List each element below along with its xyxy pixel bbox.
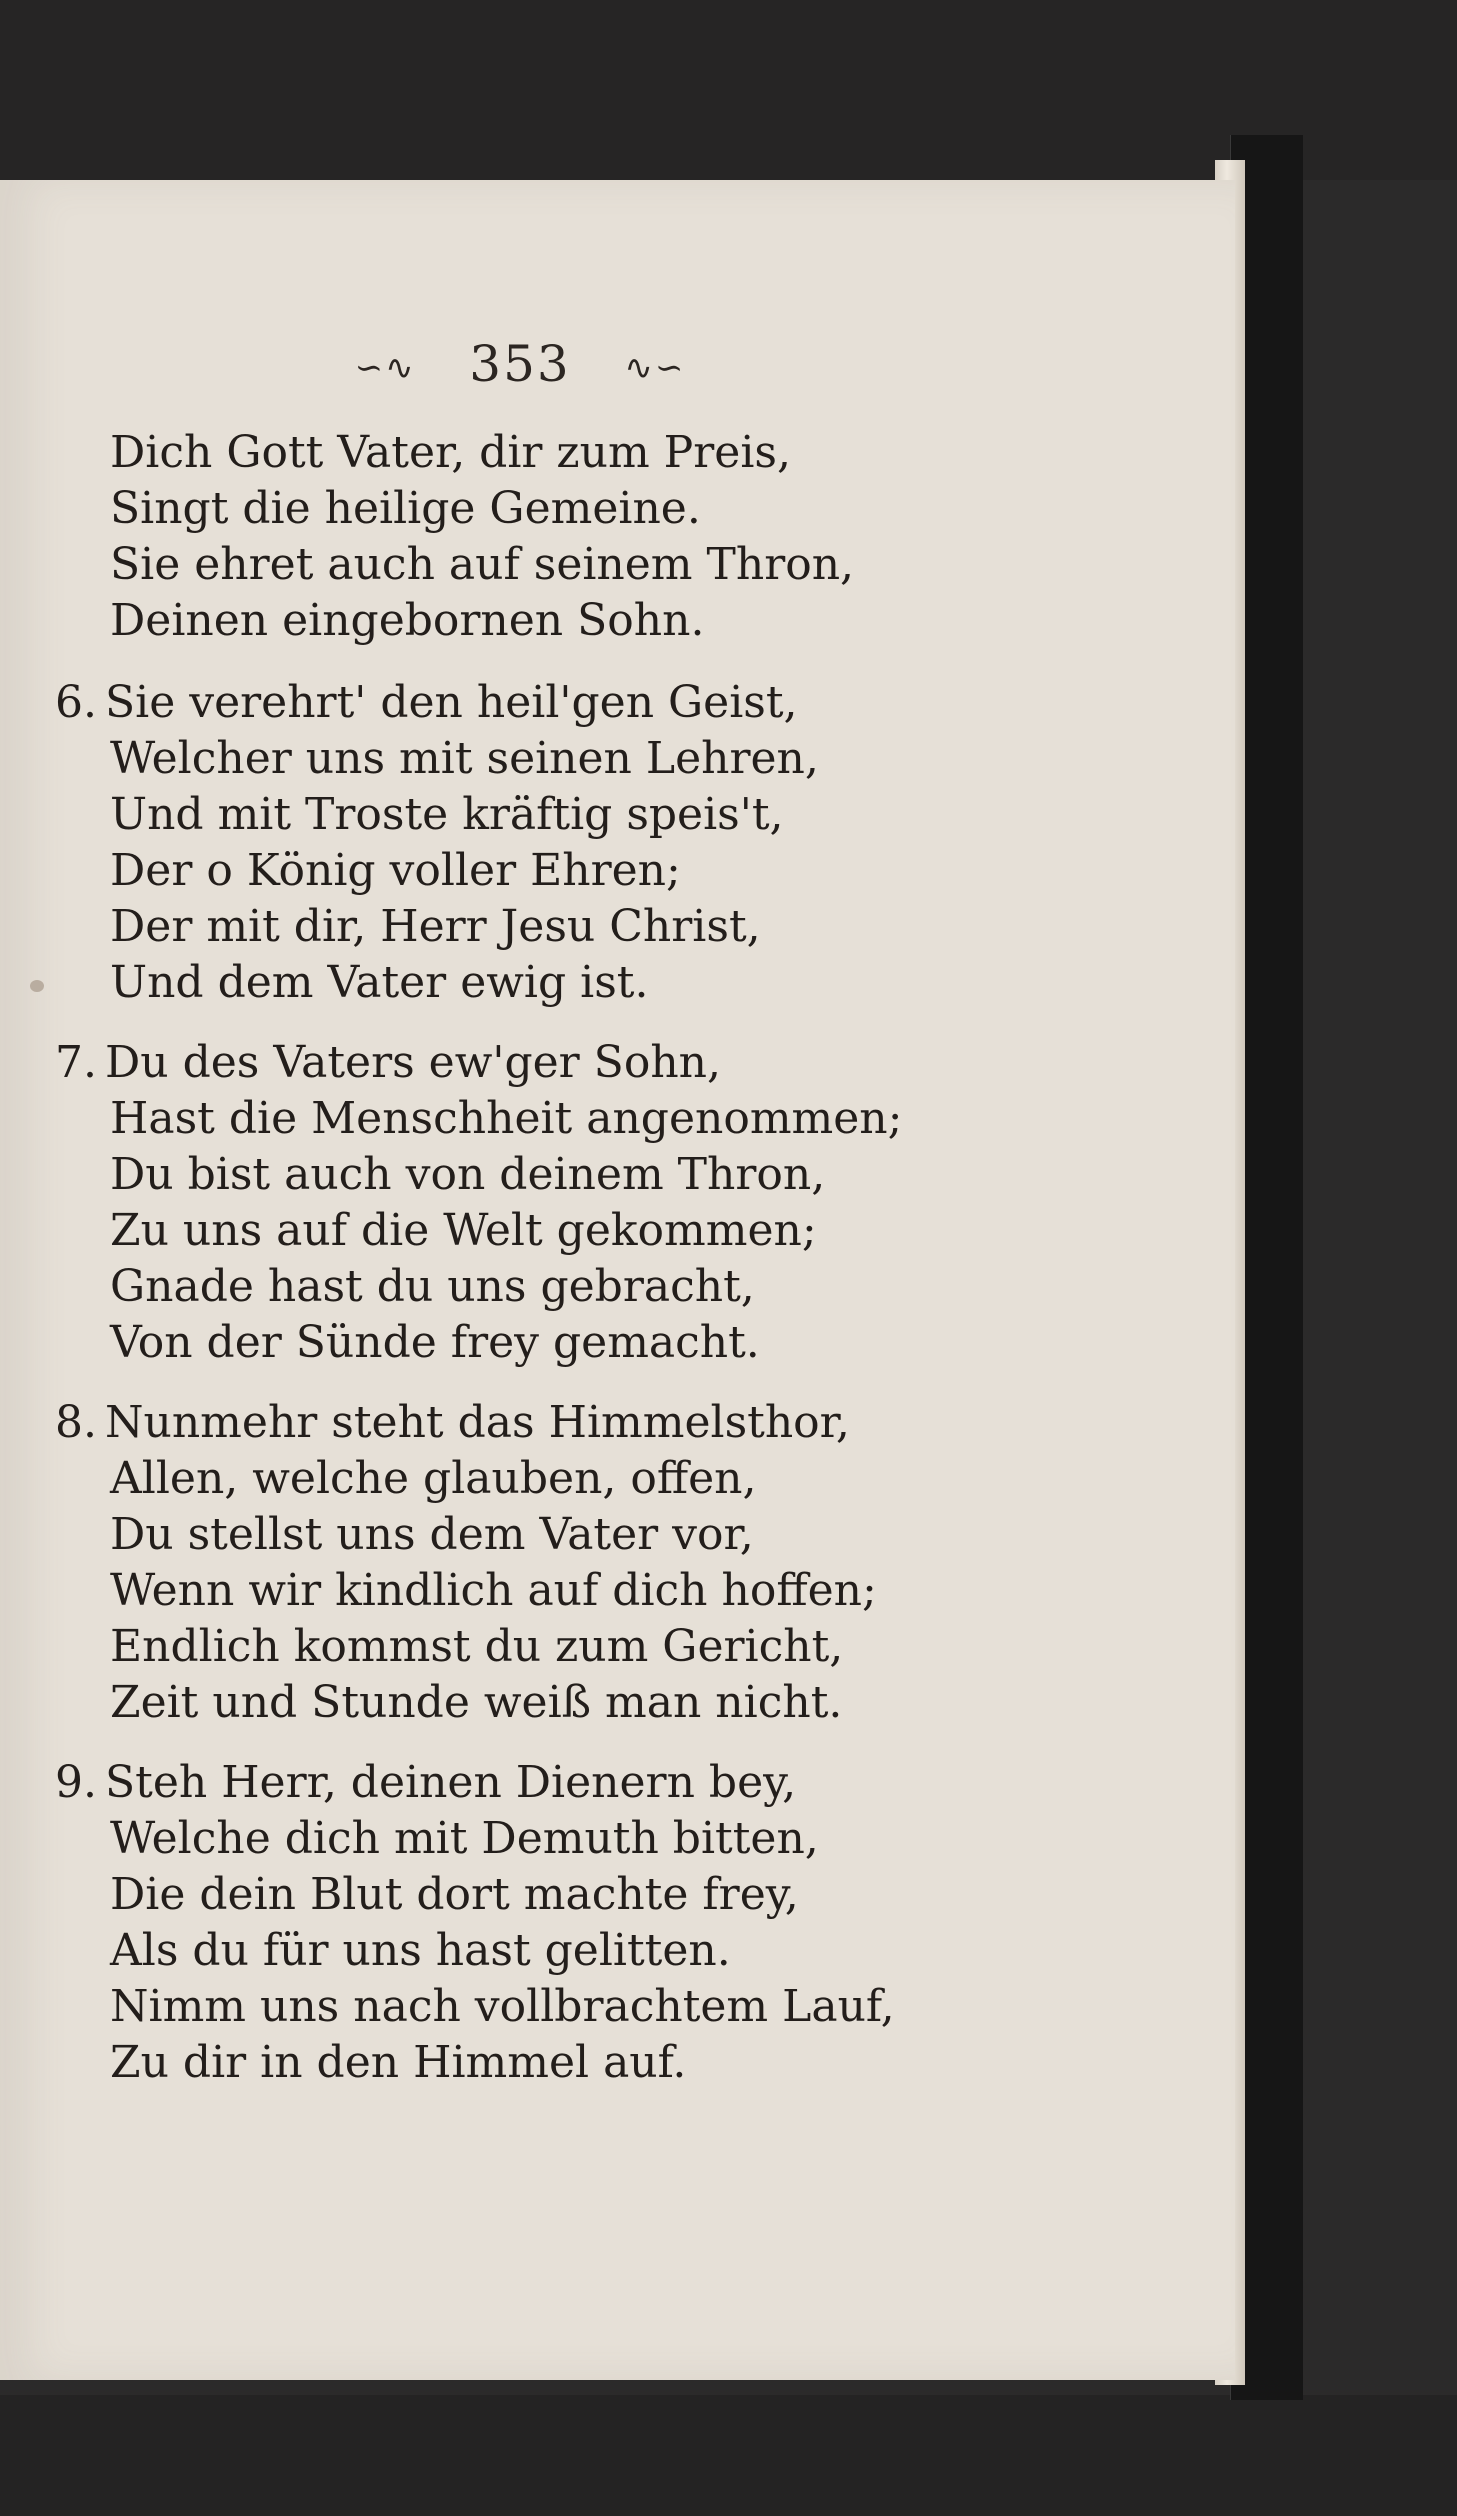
verse-line: Und mit Troste kräftig speis't, xyxy=(110,789,784,840)
verse-line: Hast die Menschheit angenommen; xyxy=(110,1093,903,1144)
verse-line: Steh Herr, deinen Dienern bey, xyxy=(105,1757,797,1808)
ornament-left: ∽∿ xyxy=(354,348,416,388)
verse-line: Nunmehr steht das Himmelsthor, xyxy=(105,1397,850,1448)
verse-line: Du stellst uns dem Vater vor, xyxy=(110,1509,754,1560)
verse-line: Allen, welche glauben, offen, xyxy=(110,1453,757,1504)
verse-line: Der mit dir, Herr Jesu Christ, xyxy=(110,901,761,952)
verse-line: Sie verehrt' den heil'gen Geist, xyxy=(105,677,798,728)
verse-line: Sie ehret auch auf seinem Thron, xyxy=(110,539,855,590)
stanza-number: 6. xyxy=(55,677,97,728)
verse-line: Deinen eingebornen Sohn. xyxy=(110,595,705,646)
verse-line: Nimm uns nach vollbrachtem Lauf, xyxy=(110,1981,895,2032)
verse-line: Der o König voller Ehren; xyxy=(110,845,681,896)
verse-line: Zeit und Stunde weiß man nicht. xyxy=(110,1677,843,1728)
verse-line: Als du für uns hast gelitten. xyxy=(110,1925,731,1976)
verse-line: Dich Gott Vater, dir zum Preis, xyxy=(110,427,791,478)
stanza-9 xyxy=(55,1755,895,2091)
verse-line: Du bist auch von deinem Thron, xyxy=(110,1149,826,1200)
book-page xyxy=(0,180,1235,2380)
verse-line: Endlich kommst du zum Gericht, xyxy=(110,1621,844,1672)
ornament-right: ∿∽ xyxy=(624,348,686,388)
stanza-6 xyxy=(55,675,819,1011)
stanza-number: 7. xyxy=(55,1037,97,1088)
verse-line: Gnade hast du uns gebracht, xyxy=(110,1261,755,1312)
verse-line: Und dem Vater ewig ist. xyxy=(110,957,649,1008)
stanza-7 xyxy=(55,1035,903,1371)
stanza-number: 8. xyxy=(55,1397,97,1448)
verse-line: Die dein Blut dort machte frey, xyxy=(110,1869,799,1920)
verse-line: Zu uns auf die Welt gekommen; xyxy=(110,1205,817,1256)
stanza-8 xyxy=(55,1395,877,1731)
stanza-number: 9. xyxy=(55,1757,97,1808)
background-bottom xyxy=(0,2395,1457,2516)
verse-line: Zu dir in den Himmel auf. xyxy=(110,2037,687,2088)
page-number: 353 xyxy=(469,335,571,393)
running-head xyxy=(0,335,1040,393)
verse-line: Welcher uns mit seinen Lehren, xyxy=(110,733,819,784)
verse-line: Singt die heilige Gemeine. xyxy=(110,483,701,534)
verse-line: Wenn wir kindlich auf dich hoffen; xyxy=(110,1565,877,1616)
verse-line: Welche dich mit Demuth bitten, xyxy=(110,1813,819,1864)
paper-stain xyxy=(30,980,44,992)
verse-line: Von der Sünde frey gemacht. xyxy=(110,1317,760,1368)
stanza-continued xyxy=(110,425,854,649)
verse-line: Du des Vaters ew'ger Sohn, xyxy=(105,1037,721,1088)
